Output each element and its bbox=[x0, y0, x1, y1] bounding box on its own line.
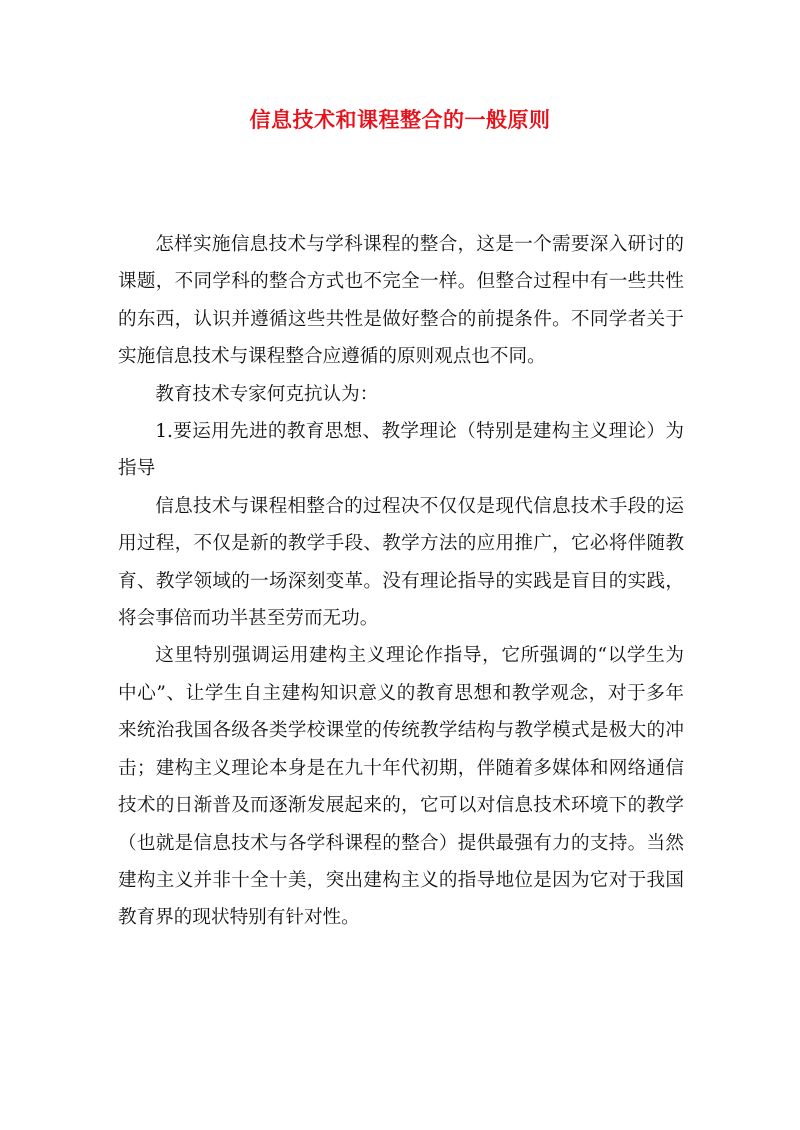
document-body bbox=[118, 226, 684, 937]
paragraph-intro: 怎样实施信息技术与学科课程的整合，这是一个需要深入研讨的课题，不同学科的整合方式也不完全一样。但整合过程中有一些共性的东西，认识并遵循这些共性是做好整合的前提条件。不同学者关于实施信息技术与课程整合应遵循的原则观点也不同。 bbox=[118, 234, 684, 368]
paragraph-expert: 教育技术专家何克抗认为： bbox=[155, 383, 379, 405]
document-title: 信息技术和课程整合的一般原则 bbox=[249, 107, 551, 132]
principle-heading-1: 1.要运用先进的教育思想、教学理论（特别是建构主义理论）为指导 bbox=[118, 421, 684, 480]
paragraph-constructivism: 这里特别强调运用建构主义理论作指导，它所强调的“以学生为中心”、让学生自主建构知识意义的教育思想和教学观念，对于多年来统治我国各级各类学校课堂的传统教学结构与教学模式是极大的冲击；建构主义理论本身是在九十年代初期，伴随着多媒体和网络通信技术的日渐普及而逐渐发展起来的，它可以对信息技术环境下的教学（也就是信息技术与各学科课程的整合）提供最强有力的支持。当然建构主义并非十全十美，突出建构主义的指导地位是因为它对于我国教育界的现状特别有针对性。 bbox=[118, 645, 684, 929]
paragraph-principle-1-body: 信息技术与课程相整合的过程决不仅仅是现代信息技术手段的运用过程，不仅是新的教学手段、教学方法的应用推广，它必将伴随教育、教学领域的一场深刻变革。没有理论指导的实践是盲目的实践，将会事倍而功半甚至劳而无功。 bbox=[118, 495, 684, 630]
